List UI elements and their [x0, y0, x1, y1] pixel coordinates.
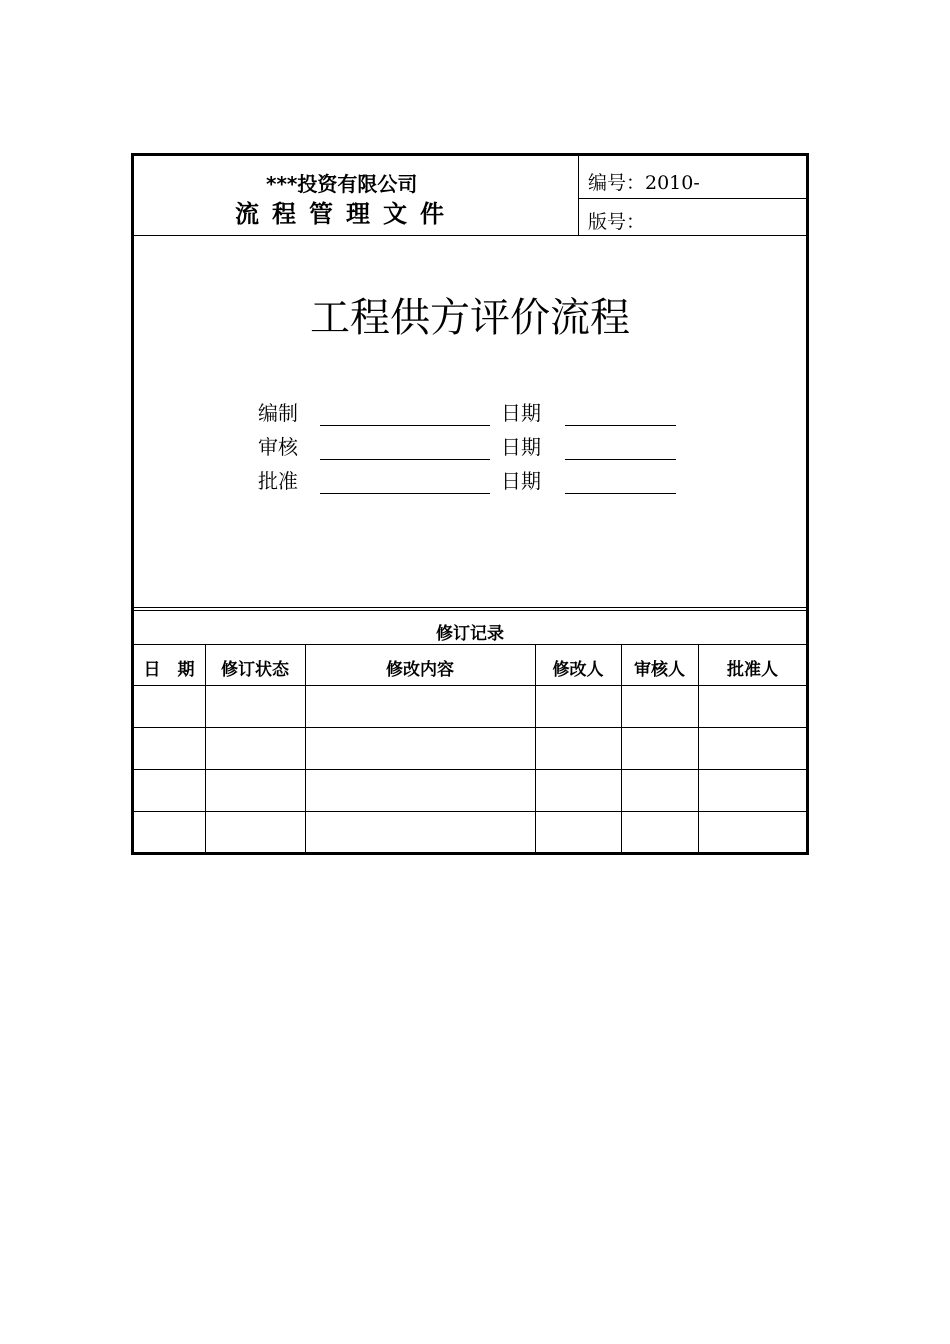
revision-header-bottom — [133, 685, 807, 686]
column-header-status: 修订状态 — [221, 660, 289, 680]
header-bottom-border — [133, 235, 807, 236]
signature-line — [320, 459, 490, 460]
signature-role-label: 编制 — [258, 401, 298, 425]
document-version: 版号： — [588, 211, 646, 233]
date-line — [565, 425, 676, 426]
date-label: 日期 — [501, 435, 541, 459]
signature-line — [320, 493, 490, 494]
revision-table-top — [133, 644, 807, 645]
table-row-line — [133, 811, 807, 812]
column-header-content: 修改内容 — [386, 660, 454, 680]
signature-role-label: 审核 — [258, 435, 298, 459]
table-row-line — [133, 727, 807, 728]
column-header-date: 日 期 — [143, 660, 195, 680]
header-meta-divider — [578, 198, 807, 199]
document-title: 工程供方评价流程 — [310, 295, 630, 341]
signature-role-label: 批准 — [258, 469, 298, 493]
document-number: 编号：2010- — [588, 172, 700, 194]
column-header-modifier: 修改人 — [552, 660, 604, 680]
section-double-rule — [133, 607, 807, 608]
date-line — [565, 493, 676, 494]
header-divider — [578, 155, 579, 236]
section-double-rule — [133, 610, 807, 611]
revision-record-title: 修订记录 — [436, 624, 504, 644]
document-inner-frame — [133, 155, 807, 853]
signature-line — [320, 425, 490, 426]
date-line — [565, 459, 676, 460]
table-row-line — [133, 769, 807, 770]
column-header-reviewer: 审核人 — [634, 660, 685, 680]
document-type: 流程管理文件 — [235, 200, 457, 228]
column-header-approver: 批准人 — [727, 660, 778, 680]
date-label: 日期 — [501, 469, 541, 493]
company-name: ***投资有限公司 — [266, 172, 418, 196]
date-label: 日期 — [501, 401, 541, 425]
